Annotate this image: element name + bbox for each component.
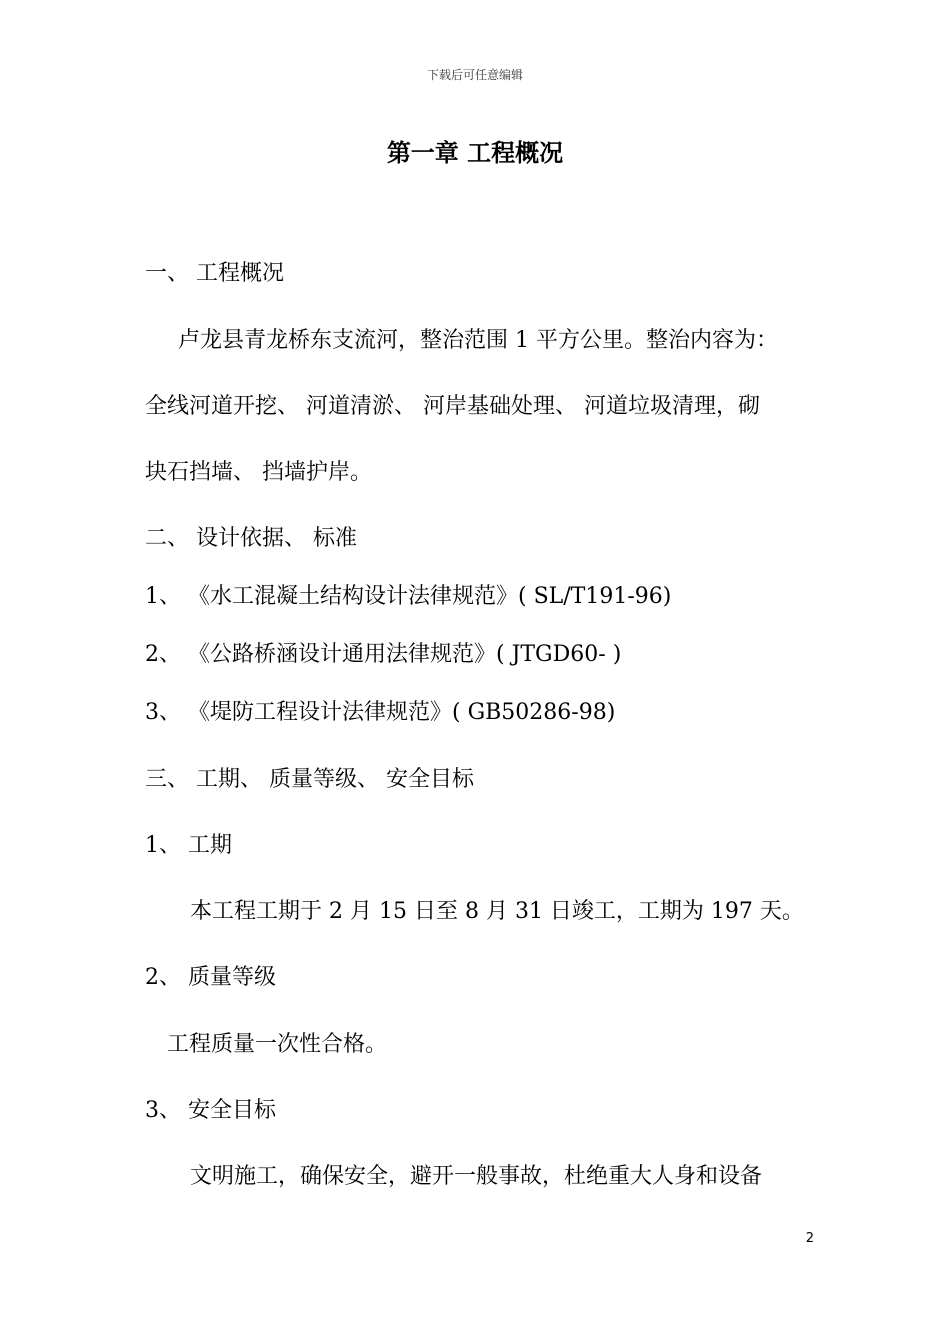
section-heading-overview: 一、 工程概况: [145, 261, 284, 286]
section-heading-schedule-quality-safety: 三、 工期、 质量等级、 安全目标: [145, 767, 474, 792]
overview-paragraph-line-1: 卢龙县青龙桥东支流河，整治范围 1 平方公里。整治内容为：: [178, 328, 778, 353]
schedule-text: 本工程工期于 2 月 15 日至 8 月 31 日竣工，工期为 197 天。: [190, 899, 804, 924]
chapter-title: 第一章 工程概况: [386, 139, 564, 167]
subheading-quality-level: 2、 质量等级: [145, 965, 276, 990]
safety-target-text: 文明施工，确保安全，避开一般事故，杜绝重大人身和设备: [190, 1164, 763, 1189]
design-basis-item-2: 2、 《公路桥涵设计通用法律规范》( JTGD60- ): [145, 642, 622, 667]
design-basis-item-3: 3、 《堤防工程设计法律规范》( GB50286-98): [145, 700, 616, 725]
section-heading-design-basis: 二、 设计依据、 标准: [145, 526, 357, 551]
header-note: 下载后可任意编辑: [426, 68, 523, 82]
design-basis-item-1: 1、 《水工混凝土结构设计法律规范》( SL/T191-96): [145, 584, 672, 609]
overview-paragraph-line-3: 块石挡墙、 挡墙护岸。: [145, 460, 372, 485]
quality-level-text: 工程质量一次性合格。: [167, 1032, 388, 1057]
overview-paragraph-line-2: 全线河道开挖、 河道清淤、 河岸基础处理、 河道垃圾清理，砌: [145, 394, 760, 419]
page-number: 2: [805, 1231, 814, 1246]
subheading-schedule: 1、 工期: [145, 833, 232, 858]
subheading-safety-target: 3、 安全目标: [145, 1098, 276, 1123]
